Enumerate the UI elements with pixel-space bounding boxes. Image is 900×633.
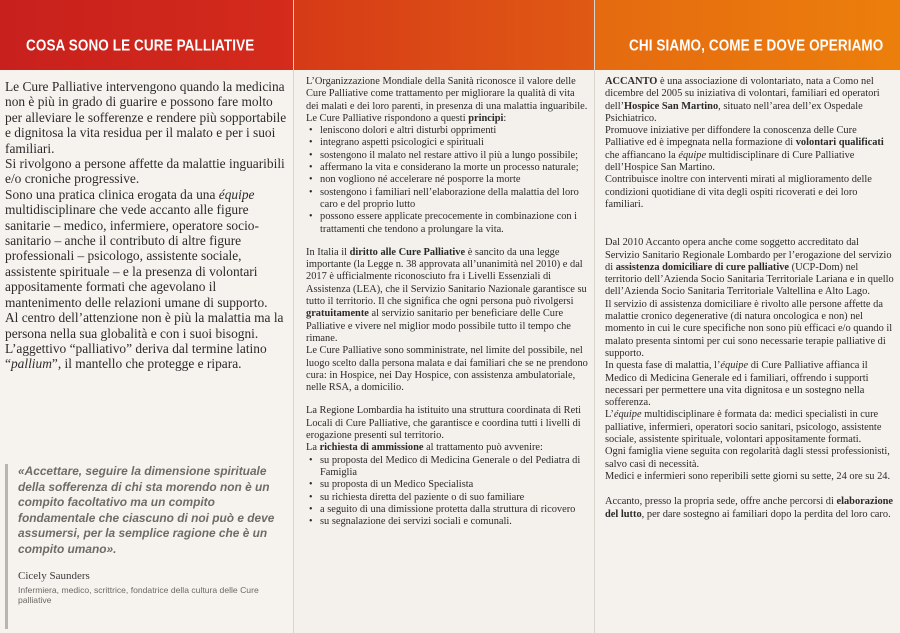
fase-c: di Cure Palliative affianca il Medico di Medicina Generale ed i familiari, offrendo i supporti necessari per permettere una vita dignitosa e un sostegno nella sofferenza. — [605, 360, 869, 409]
hospice-bold: Hospice San Martino — [624, 100, 719, 112]
equipe-italic: équipe — [613, 409, 642, 421]
fase-a: In questa fase di malattia, l’ — [605, 360, 721, 372]
principi-text — [306, 76, 588, 528]
dal2010-paragraph — [605, 237, 895, 298]
principi-bold: principi — [468, 112, 504, 124]
diritto-e: al servizio sanitario per beneficiare delle Cure Palliative e vivere nel miglior modo possibile tutto il tempo che rimane. — [306, 308, 571, 344]
intro-p5-text-b: ”, il mantello che protegge e ripara. — [51, 356, 242, 372]
orange-banner — [595, 0, 900, 70]
equipe-paragraph — [605, 409, 895, 446]
oms-paragraph: L’Organizzazione Mondiale della Sanità riconosce il valore delle Cure Palliative come trattamento per migliorare la qualità di vita dei malati e dei loro parenti, in presenza di una malattia inguaribile. — [306, 76, 588, 112]
equipe-a: L’ — [605, 409, 614, 421]
list-item: • sostengono i familiari nell’elaborazione della malattia del loro caro e del proprio lutto — [306, 187, 588, 212]
famiglia-paragraph: Ogni famiglia viene seguita con regolarità dagli stessi professionisti, salvo casi di necessità. — [605, 446, 890, 470]
intro-paragraph-5 — [5, 341, 287, 372]
lutto-a: Accanto, presso la propria sede, offre anche percorsi di — [605, 496, 837, 508]
richiesta-intro — [306, 442, 588, 454]
lombardia-paragraph: La Regione Lombardia ha istituito una struttura coordinata di Reti Locali di Cure Palliative, che garantisce e coordina tutti i livelli di erogazione presenti sul territorio. — [306, 405, 581, 442]
promuove-paragraph — [605, 125, 895, 174]
accanto-b: è una associazione di volontariato, nata a Como nel dicembre del 2005 su iniziativa di volontari, familiari ed operatori dell’ — [605, 76, 880, 112]
list-item: • su richiesta diretta del paziente o di suo familiare — [306, 492, 588, 504]
intro-paragraph-3 — [5, 187, 287, 310]
diritto-bold: diritto alle Cure Palliative — [349, 246, 466, 258]
intro-p3-text-b: multidisciplinare che vede accanto alle figure sanitarie – medico, infermiere, operatore socio-sanitario – anche il contributo di altre figure professionali – psicologo, assistente sociale, assistente spirituale – e la presenza di volontari appositamente formati che agevolano il mantenimento delle relazioni umane di supporto. — [5, 202, 268, 310]
list-item: • su segnalazione dei servizi sociali e comunali. — [306, 516, 588, 528]
dal2010-a: Dal 2010 Accanto opera anche come soggetto accreditato dal Servizio Sanitario Regionale Lombardo per l’erogazione del servizio di — [605, 237, 892, 273]
fase-equipe: équipe — [720, 360, 749, 372]
list-item: • possono essere applicate precocemente in combinazione con i trattamenti che tendono a prolungare la vita. — [306, 211, 588, 236]
principles-list — [306, 125, 588, 236]
diritto-paragraph — [306, 247, 588, 345]
promuove-a: Promuove iniziative per diffondere la conoscenza delle Cure Palliative ed è impegnata nella formazione di — [605, 125, 857, 149]
intro-paragraph-1: Le Cure Palliative intervengono quando la medicina non è più in grado di guarire e possono fare molto per alleviare le sofferenze e rendere più sopportabile e dignitosa la vita residua per il malato e per i suoi familiari. — [5, 79, 287, 156]
equipe-c: multidisciplinare è formata da: medici specialisti in cure palliative, infermieri, operatori socio sanitari, psicologo, assistente sociale, assistente spirituale, volontari appositamente formati. — [605, 409, 882, 446]
quote-text: «Accettare, seguire la dimensione spirituale della sofferenza di chi sta morendo non è un compito facoltativo ma un compito fondamentale che ciascuno di noi può e deve assumersi, per la semplice ragione che è un compito umano». — [18, 464, 275, 556]
list-item: • non vogliono né accelerare né posporre la morte — [306, 174, 588, 186]
servizio-paragraph: Il servizio di assistenza domiciliare è rivolto alle persone affette da malattie cronico degenerative (di natura oncologica e non) nel momento in cui le cure specifiche non sono più efficaci e/o quando il malato presenta sintomi per cui sono necessarie terapie palliative di supporto. — [605, 298, 893, 359]
accanto-d: , situato nell’area dell’ex Ospedale Psichiatrico. — [605, 100, 863, 124]
red-banner — [0, 0, 293, 70]
principi-intro — [306, 113, 588, 125]
intro-p5-text-a: L’aggettivo “palliativo” deriva dal termine latino “ — [5, 340, 267, 372]
intro-paragraph-4: Al centro dell’attenzione non è più la malattia ma la persona nella sua globalità e con i suoi bisogni. — [5, 310, 284, 341]
promuove-equipe: équipe — [678, 149, 707, 161]
principi-intro-a: Le Cure Palliative rispondono a questi — [306, 112, 469, 124]
column-cosa-sono — [0, 0, 294, 633]
list-item: • integrano aspetti psicologici e spirituali — [306, 137, 588, 149]
promuove-c: che affiancano la — [605, 149, 679, 161]
reperibili-paragraph: Medici e infermieri sono reperibili sette giorni su sette, 24 ore su 24. — [605, 470, 891, 482]
intro-paragraph-2: Si rivolgono a persone affette da malattie inguaribili e/o croniche progressive. — [5, 156, 285, 187]
orange-red-banner — [294, 0, 594, 70]
quote-author: Cicely Saunders — [18, 569, 90, 582]
luogo-paragraph: Le Cure Palliative sono somministrate, nel limite del possibile, nel luogo scelto dalla persona malata e dai familiari che se ne prendono cura: in Hospice, nei Day Hospice, con assistenza ambulatoriale, nelle RSA, a domicilio. — [306, 345, 588, 394]
gratuitamente-bold: gratuitamente — [306, 308, 369, 320]
richiesta-bold: richiesta di ammissione — [319, 442, 424, 454]
fase-paragraph — [605, 360, 895, 409]
chi-siamo-text — [605, 76, 895, 521]
volontari-bold: volontari qualificati — [795, 137, 884, 149]
requests-list — [306, 455, 588, 529]
quote-author-role: Infermiera, medico, scrittrice, fondatrice della cultura delle Cure palliative — [18, 584, 259, 606]
column-principi — [294, 0, 595, 633]
intro-p3-text-a: Sono una pratica clinica erogata da una — [5, 186, 219, 202]
richiesta-a: La — [306, 442, 320, 454]
accanto-paragraph — [605, 76, 895, 125]
promuove-e: multidisciplinare di Cure Palliative dell’Hospice San Martino. — [605, 149, 855, 174]
lutto-bold: elaborazione del lutto — [605, 496, 894, 520]
list-item: • sostengono il malato nel restare attivo il più a lungo possibile; — [306, 150, 588, 162]
section-title-chi-siamo: CHI SIAMO, COME E DOVE OPERIAMO — [629, 36, 884, 55]
lutto-c: , per dare sostegno ai familiari dopo la perdita del loro caro. — [641, 508, 891, 520]
contribuisce-paragraph: Contribuisce inoltre con interventi mirati al miglioramento delle condizioni quotidiane di vita degli ospiti ricoverati e dei loro familiari. — [605, 174, 872, 210]
diritto-c: è sancito da una legge importante (la Legge n. 38 approvata all’unanimità nel 2010) e dal 2017 è ufficialmente riconosciuto fra i Livelli Essenziali di Assistenza (LEA), che il Servizio Sanitario Nazionale garantisce su tutto il territorio. Il che significa che ogni persona può rivolgersi — [306, 246, 587, 308]
column-chi-siamo — [595, 0, 900, 633]
lutto-paragraph — [605, 496, 895, 521]
intro-text — [5, 79, 287, 372]
list-item: • su proposta di un Medico Specialista — [306, 479, 588, 491]
section-title-cosa-sono: COSA SONO LE CURE PALLIATIVE — [26, 36, 255, 55]
assistenza-bold: assistenza domiciliare di cure palliative — [615, 261, 790, 273]
principi-colon: : — [503, 112, 507, 124]
list-item: • su proposta del Medico di Medicina Generale o del Pediatra di Famiglia — [306, 455, 588, 480]
richiesta-c: al trattamento può avvenire: — [423, 442, 543, 454]
list-item: • affermano la vita e considerano la morte un processo naturale; — [306, 162, 588, 174]
list-item: • a seguito di una dimissione protetta dalla struttura di ricovero — [306, 504, 588, 516]
intro-p3-equipe: équipe — [218, 186, 255, 202]
intro-p5-pallium: pallium — [10, 356, 52, 372]
list-item: • leniscono dolori e altri disturbi opprimenti — [306, 125, 588, 137]
saunders-quote — [5, 464, 289, 629]
accanto-bold: ACCANTO — [605, 76, 658, 87]
diritto-a: In Italia il — [306, 246, 350, 258]
dal2010-c: (UCP-Dom) nel territorio dell’Azienda Socio Sanitaria Territoriale Lariana e in quello dell’Azienda Socio Sanitaria Territoriale Valtellina e Alto Lago. — [605, 261, 894, 298]
